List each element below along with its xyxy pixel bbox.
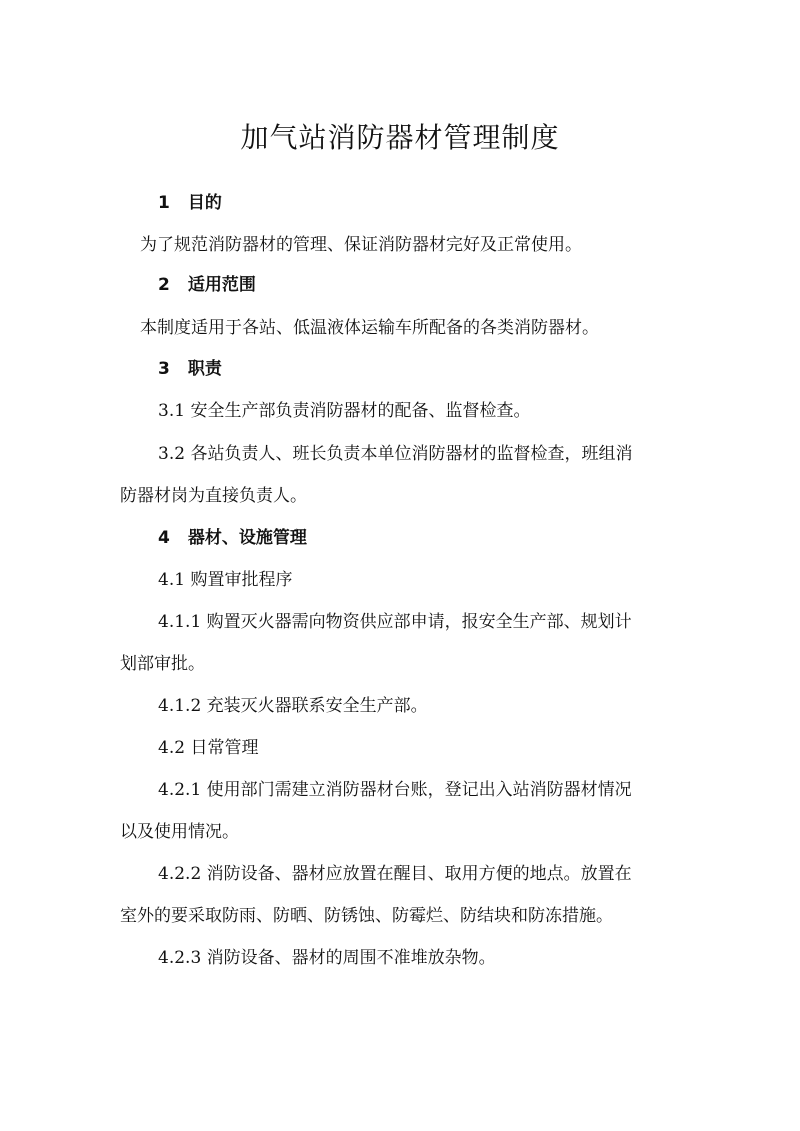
paragraph-4-2-2-line-1: 4.2.2 消防设备、器材应放置在醒目、取用方便的地点。放置在 <box>158 864 632 884</box>
section-number: 4 <box>158 528 170 548</box>
document-title: 加气站消防器材管理制度 <box>240 121 560 154</box>
paragraph-4-1-1-line-1: 4.1.1 购置灭火器需向物资供应部申请，报安全生产部、规划计 <box>158 612 632 632</box>
section-2-heading <box>158 272 256 298</box>
section-number: 1 <box>158 193 170 213</box>
section-4-heading <box>158 525 307 551</box>
section-1-text: 为了规范消防器材的管理、保证消防器材完好及正常使用。 <box>140 235 582 255</box>
paragraph-4-2-1-line-2: 以及使用情况。 <box>120 822 239 842</box>
paragraph-4-2-3: 4.2.3 消防设备、器材的周围不准堆放杂物。 <box>158 948 496 968</box>
paragraph-3-2-line-1: 3.2 各站负责人、班长负责本单位消防器材的监督检查，班组消 <box>158 444 633 464</box>
paragraph-4-1-2: 4.1.2 充装灭火器联系安全生产部。 <box>158 696 428 716</box>
section-title: 职责 <box>187 359 222 379</box>
paragraph-4-1: 4.1 购置审批程序 <box>158 570 293 590</box>
section-number: 3 <box>158 359 170 379</box>
paragraph-3-2-line-2: 防器材岗为直接负责人。 <box>120 486 307 506</box>
section-3-heading <box>158 356 222 382</box>
section-1-heading <box>158 190 222 216</box>
section-title: 目的 <box>187 193 222 213</box>
section-title: 器材、设施管理 <box>187 528 307 548</box>
section-2-text: 本制度适用于各站、低温液体运输车所配备的各类消防器材。 <box>140 318 599 338</box>
section-number: 2 <box>158 275 170 295</box>
section-title: 适用范围 <box>187 275 256 295</box>
paragraph-3-1: 3.1 安全生产部负责消防器材的配备、监督检查。 <box>158 401 531 421</box>
paragraph-4-2: 4.2 日常管理 <box>158 738 259 758</box>
paragraph-4-1-1-line-2: 划部审批。 <box>120 654 205 674</box>
paragraph-4-2-1-line-1: 4.2.1 使用部门需建立消防器材台账，登记出入站消防器材情况 <box>158 780 632 800</box>
paragraph-4-2-2-line-2: 室外的要采取防雨、防晒、防锈蚀、防霉烂、防结块和防冻措施。 <box>120 906 613 926</box>
